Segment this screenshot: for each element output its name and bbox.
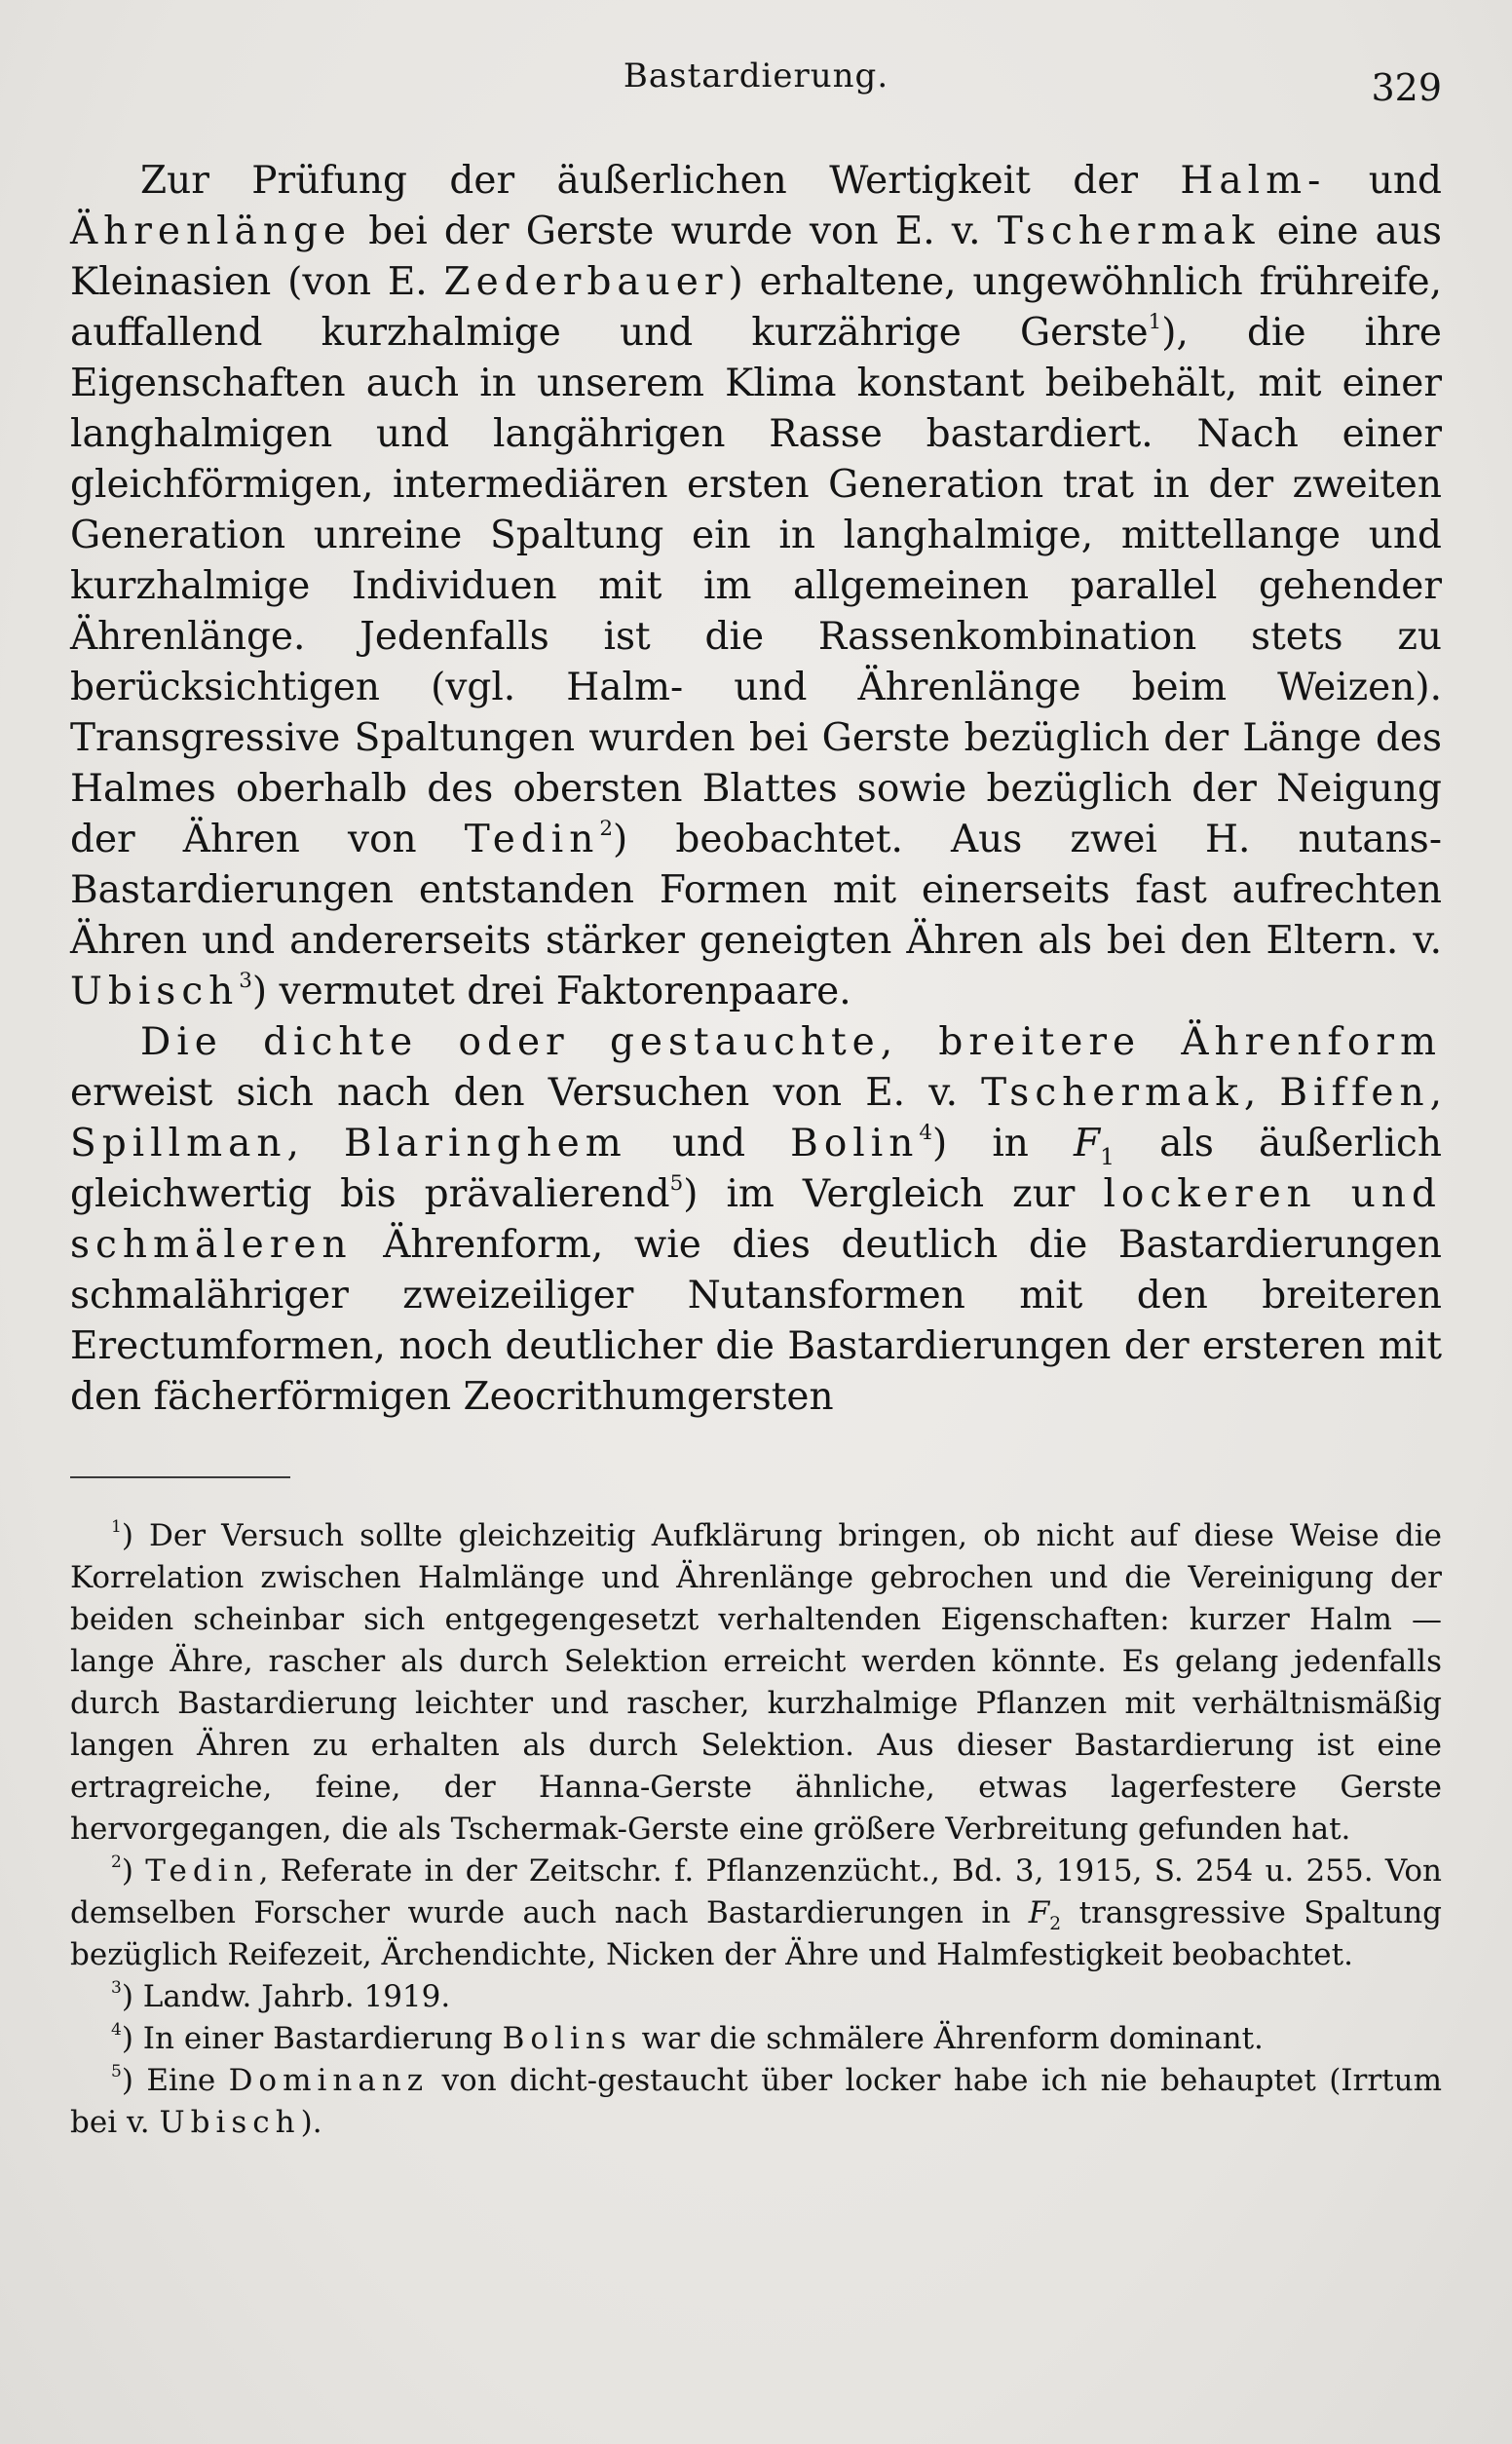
- text-run: ,: [286, 1122, 344, 1165]
- main-text: [70, 156, 1442, 1423]
- text-run: ) vermutet drei Faktorenpaare.: [251, 970, 851, 1013]
- footnote-ref: 4: [919, 1120, 933, 1145]
- text-run: Zur Prüfung der äußerlichen Wertigkeit der: [140, 159, 1181, 203]
- text-run: ): [121, 1853, 146, 1889]
- text-run: transgressive Spaltung bezüglich Reifezeit, Ärchendichte, Nicken der Ähre und Halmfestigkeit beobachtet.: [70, 1895, 1443, 1972]
- text-run: , Referate in der Zeitschr. f. Pflanzenzücht., Bd. 3, 1915, S. 254 u. 255. Von demselben Forscher wurde auch nach Bastardierungen in: [70, 1853, 1443, 1930]
- text-run: ,: [1429, 1071, 1442, 1115]
- footnote: [70, 1851, 1442, 1976]
- spaced-text: Bolins: [502, 2021, 632, 2056]
- text-run: F: [1074, 1122, 1101, 1165]
- text-run: F: [1028, 1895, 1050, 1930]
- spaced-text: Zederbauer: [443, 260, 729, 304]
- text-run: und: [1326, 159, 1442, 203]
- spaced-text: Spillman: [70, 1122, 287, 1165]
- footnote-ref: 3: [111, 1978, 122, 1999]
- text-run: ,: [1243, 1071, 1280, 1115]
- spaced-text: Die dichte oder gestauchte, breitere Ährenform: [140, 1020, 1442, 1064]
- text-run: ) in: [932, 1122, 1075, 1165]
- spaced-text: Halm-: [1180, 159, 1327, 203]
- spaced-text: Ährenlänge: [70, 210, 353, 253]
- page-number: 329: [1371, 66, 1442, 109]
- text-run: als äußerlich gleichwertig bis prävalierend: [70, 1122, 1443, 1216]
- spaced-text: Tedin: [145, 1853, 259, 1889]
- page-header: [70, 57, 1442, 115]
- spaced-text: Tedin: [464, 818, 600, 861]
- footnote-divider: [70, 1476, 290, 1478]
- footnote-ref: 5: [669, 1170, 684, 1196]
- spaced-text: Tschermak: [981, 1071, 1244, 1115]
- text-run: erweist sich nach den Versuchen von E. v.: [70, 1071, 982, 1115]
- text-run: von dicht-gestaucht über locker habe ich nie behauptet (Irrtum bei v.: [70, 2063, 1442, 2140]
- text-run: und: [626, 1122, 791, 1165]
- paragraph: [70, 156, 1442, 1017]
- footnote: [70, 2018, 1442, 2060]
- footnotes: [70, 1515, 1442, 2144]
- text-run: Ährenform, wie dies deutlich die Bastardierungen schmalähriger zweizeiliger Nutansformen mit den breiteren Erectumformen, noch deutlicher die Bastardierungen der ersteren mit den fächerförmigen Zeocrithumgersten: [70, 1223, 1442, 1419]
- text-run: ) beobachtet. Aus zwei H. nutans-Bastardierungen entstanden Formen mit einerseits fast aufrechten Ähren und andererseits stärker geneigten Ähren als bei den Eltern. v.: [70, 818, 1442, 963]
- footnote-ref: 5: [111, 2062, 122, 2082]
- spaced-text: Biffen: [1279, 1071, 1430, 1115]
- spaced-text: Tschermak: [997, 210, 1261, 253]
- spaced-text: Dominanz: [228, 2063, 430, 2098]
- text-run: ) In einer Bastardierung: [121, 2021, 503, 2056]
- text-run: eine aus Kleinasien (von E.: [70, 210, 1443, 304]
- spaced-text: lockeren und schmäleren: [70, 1172, 1442, 1267]
- text-run: ).: [300, 2105, 322, 2140]
- footnote: [70, 1976, 1442, 2018]
- paragraph: [70, 1017, 1442, 1423]
- text-run: war die schmälere Ährenform dominant.: [631, 2021, 1264, 2056]
- footnote-ref: 4: [111, 2020, 122, 2041]
- footnote-ref: 1: [111, 1517, 122, 1538]
- text-run: ) Der Versuch sollte gleichzeitig Aufklärung bringen, ob nicht auf diese Weise die Korrelation zwischen Halmlänge und Ährenlänge gebrochen und die Vereinigung der beiden scheinbar sich entgegengesetzt verhaltenden Eigenschaften: kurzer Halm — lange Ähre, rascher als durch Selektion erreicht werden könnte. Es gelang jedenfalls durch Bastardierung leichter und rascher, kurzhalmige Pflanzen mit verhältnismäßig langen Ähren zu erhalten als durch Selektion. Aus dieser Bastardierung ist eine ertragreiche, feine, der Hanna-Gerste ähnliche, etwas lagerfestere Gerste hervorgegangen, die als Tschermak-Gerste eine größere Verbreitung gefunden hat.: [70, 1518, 1442, 1847]
- subscript: 2: [1049, 1914, 1062, 1935]
- spaced-text: Blaringhem: [343, 1122, 627, 1165]
- spaced-text: Ubisch: [159, 2105, 301, 2140]
- running-title: Bastardierung.: [623, 57, 889, 95]
- footnote-ref: 3: [239, 968, 252, 993]
- footnote-ref: 2: [599, 816, 614, 841]
- subscript: 1: [1100, 1142, 1115, 1170]
- spaced-text: Bolin: [790, 1122, 920, 1165]
- footnote: [70, 1515, 1442, 1851]
- spaced-text: Ubisch: [70, 970, 240, 1013]
- text-run: ) erhaltene, ungewöhnlich frühreife, auffallend kurzhalmige und kurzährige Gerste: [70, 260, 1442, 355]
- footnote-ref: 1: [1148, 309, 1162, 334]
- text-run: ), die ihre Eigenschaften auch in unserem Klima konstant beibehält, mit einer langhalmigen und langährigen Rasse bastardiert. Nach einer gleichförmigen, intermediären ersten Generation trat in der zweiten Generation unreine Spaltung ein in langhalmige, mittellange und kurzhalmige Individuen mit im allgemeinen parallel gehender Ährenlänge. Jedenfalls ist die Rassenkombination stets zu berücksichtigen (vgl. Halm- und Ährenlänge beim Weizen). Transgressive Spaltungen wurden bei Gerste bezüglich der Länge des Halmes oberhalb des obersten Blattes sowie bezüglich der Neigung der Ähren von: [70, 311, 1442, 861]
- text-run: bei der Gerste wurde von E. v.: [352, 210, 998, 253]
- text-run: ) Eine: [121, 2063, 229, 2098]
- text-run: ) Landw. Jahrb. 1919.: [121, 1979, 451, 2014]
- footnote: [70, 2060, 1442, 2144]
- footnote-ref: 2: [111, 1852, 122, 1873]
- text-run: ) im Vergleich zur: [683, 1172, 1104, 1216]
